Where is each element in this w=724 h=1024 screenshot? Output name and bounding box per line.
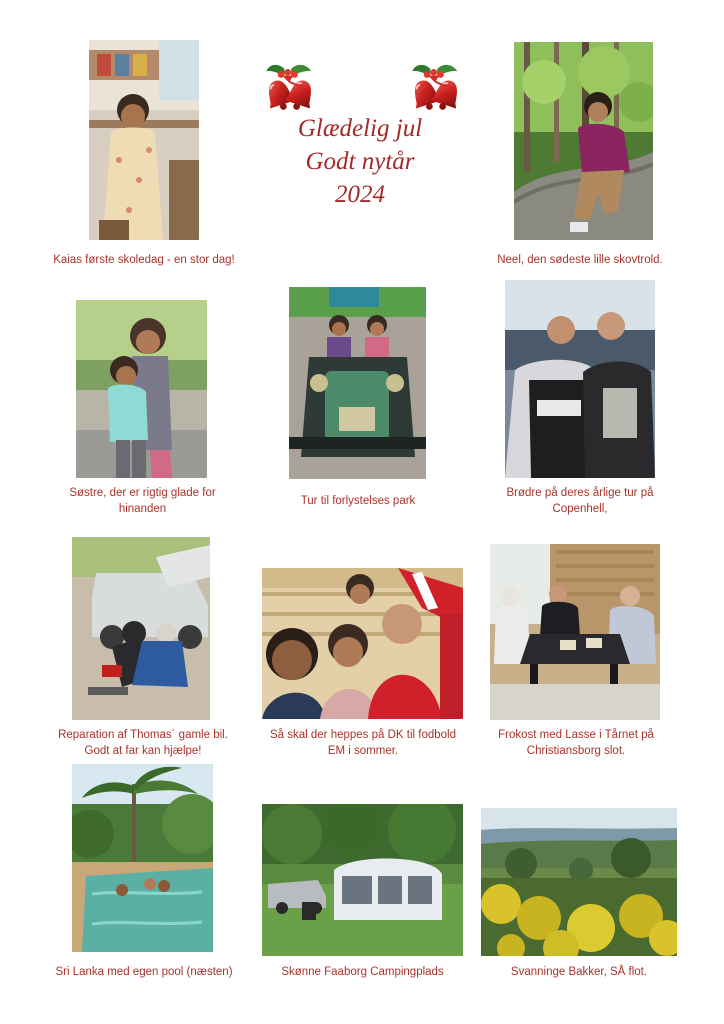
caption-copenhell: Brødre på deres årlige tur på Copenhell, [506,487,654,515]
greeting-text [255,112,465,211]
photo-camping [262,804,463,956]
greeting-line-2: Godt nytår [305,148,415,175]
caption-camping: Skønne Faaborg Campingplads [281,966,444,978]
caption-lunch: Frokost med Lasse i Tårnet på Christiansborg slot. [498,729,654,757]
photo-neel-forest [514,42,653,240]
greeting-line-3: 2024 [335,181,385,208]
photo-kaia-school [89,40,199,240]
photo-svanninge [481,808,677,956]
caption-sisters: Søstre, der er rigtig glade for hinanden [69,487,216,515]
caption-svanninge: Svanninge Bakker, SÅ flot. [510,966,648,978]
caption-neel-forest: Neel, den sødeste lille skovtrold. [497,254,663,266]
photo-copenhell [505,280,655,478]
caption-car-repair: Reparation af Thomas´ gamle bil. Godt at far kan hjælpe! [58,729,228,757]
christmas-bells-icon [408,60,464,116]
christmas-bells-icon [262,60,318,116]
caption-sri-lanka: Sri Lanka med egen pool (næsten) [55,966,233,978]
caption-amusement-park: Tur til forlystelses park [300,495,416,507]
photo-sri-lanka [72,764,213,952]
caption-kaia-school: Kaias første skoledag - en stor dag! [53,254,235,266]
photo-lunch [490,544,660,720]
photo-car-repair [72,537,210,720]
photo-sisters [76,300,207,478]
caption-football: Så skal der heppes på DK til fodbold EM i sommer. [269,729,457,757]
photo-football [262,568,463,719]
photo-amusement-park [289,287,426,479]
greeting-line-1: Glædelig jul [297,115,423,142]
